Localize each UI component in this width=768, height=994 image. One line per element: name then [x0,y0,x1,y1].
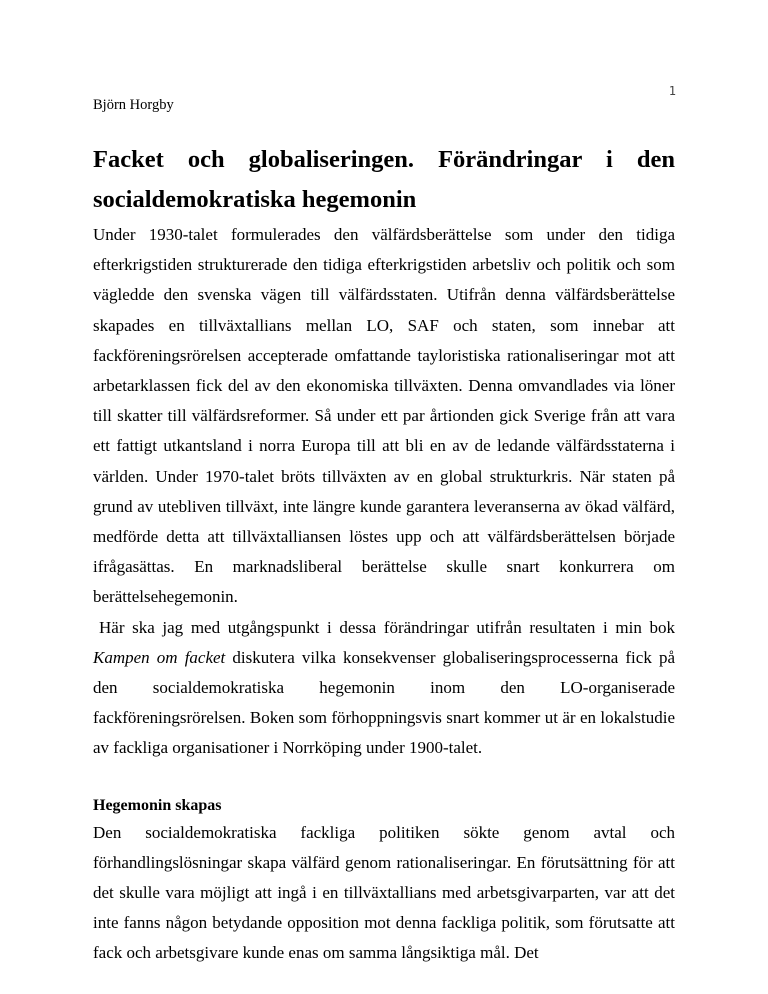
author-name: Björn Horgby [93,97,174,113]
book-title: Kampen om facket [93,647,226,667]
paragraph-purpose-text-end: diskutera vilka konsekvenser globaliseringsprocesserna fick på den socialdemokratiska hegemonin inom den LO-organiserade fackföreningsrörelsen. Boken som förhoppningsvis snart kommer ut är en lokalstudie av fackliga organisationer i Norrköping under 1900-talet. [93,647,676,758]
paragraph-section-body: Den socialdemokratiska fackliga politiken sökte genom avtal och förhandlingslösningar skapa välfärd genom rationaliseringar. En förutsättning för att det skulle vara möjligt att ingå i en tillväxtallians med arbetsgivarparten, var att det inte fanns någon betydande opposition mot denna fackliga politik, som förutsatte att fack och arbetsgivare kunde enas om samma långsiktiga mål. Det [93,822,675,963]
document-title: Facket och globaliseringen. Förändringar i den socialdemokratiska hegemonin [93,146,675,213]
paragraph-intro: Under 1930-talet formulerades den välfärdsberättelse som under den tidiga efterkrigstiden strukturerade den tidiga efterkrigstiden arbetsliv och politik och som vägledde den svenska vägen till välfärdsstaten. Utifrån denna välfärdsberättelse skapades en tillväxtallians mellan LO, SAF och staten, som innebar att fackföreningsrörelsen accepterade omfattande tayloristiska rationaliseringar mot att arbetarklassen fick del av den ekonomiska tillväxten. Denna omvandlades via löner till skatter till välfärdsreformer. Så under ett par årtionden gick Sverige från att vara ett fattigt utkantsland i norra Europa till att bli en av de ledande välfärdsstaterna i världen. Under 1970-talet bröts tillväxten av en global strukturkris. När staten på grund av utebliven tillväxt, inte längre kunde garantera leveranserna av ökad välfärd, medförde detta att tillväxtalliansen löstes upp och att välfärdsberättelsen började ifrågasättas. En marknadsliberal berättelse skulle snart konkurrera om berättelsehegemonin. [93,225,675,607]
paragraph-purpose [93,613,675,764]
document-body [93,140,675,969]
section-heading: Hegemonin skapas [93,796,222,814]
paragraph-purpose-text-start: Här ska jag med utgångspunkt i dessa förändringar utifrån resultaten i min bok [99,617,675,637]
page-number: 1 [668,84,676,98]
